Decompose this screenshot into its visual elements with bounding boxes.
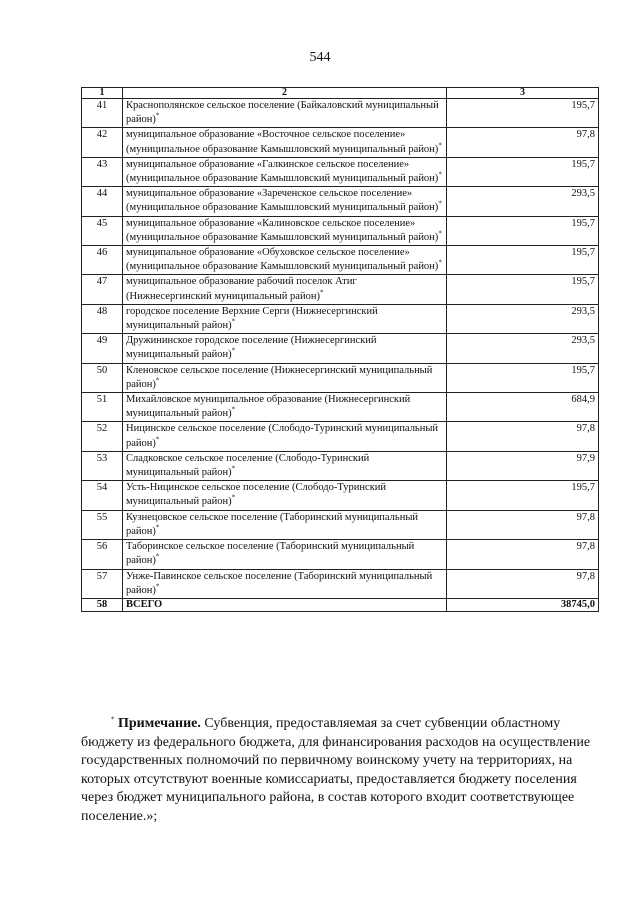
table-row — [82, 451, 599, 480]
row-name: Таборинское сельское поселение (Таборинский муниципальный район) — [126, 541, 415, 567]
subvention-table — [81, 87, 599, 612]
row-number: 45 — [82, 216, 123, 245]
row-name-cell — [123, 540, 447, 569]
row-name: муниципальное образование рабочий поселок Атиг (Нижнесергинский муниципальный район) — [126, 276, 357, 302]
row-name: городское поселение Верхние Серги (Нижнесергинский муниципальный район) — [126, 305, 378, 332]
table-row — [82, 422, 599, 451]
table-row — [82, 187, 599, 216]
column-header-3: 3 — [447, 88, 599, 99]
table-row — [82, 99, 599, 128]
note-text: Субвенция, предоставляемая за счет субвенции областному бюджету из федерального бюджета, для финансирования расходов на осуществление государственных полномочий по первичному воинскому учету на территориях, на которых отсутствуют военные комиссариаты, предоставляется бюджету поселения через бюджет муниципального района, в состав которого входит соответствующее поселение.»; — [81, 716, 591, 824]
row-value: 195,7 — [447, 481, 599, 510]
row-name: муниципальное образование «Калиновское сельское поселение» (муниципальное образование Камышловский муниципальный район) — [126, 217, 439, 243]
footnote-mark: * — [155, 552, 160, 561]
row-number: 54 — [82, 481, 123, 510]
row-name-cell — [123, 304, 447, 333]
row-name-cell — [123, 569, 447, 598]
row-name-cell — [123, 451, 447, 480]
row-name: муниципальное образование «Зареченское сельское поселение» (муниципальное образование Камышловский муниципальный район) — [126, 188, 439, 214]
row-number: 44 — [82, 187, 123, 216]
footnote-mark: * — [231, 493, 236, 502]
row-value: 97,8 — [447, 422, 599, 451]
footnote-mark: * — [231, 346, 236, 355]
row-name: Кленовское сельское поселение (Нижнесергинский муниципальный район) — [126, 364, 433, 390]
table-row — [82, 334, 599, 363]
row-value: 195,7 — [447, 363, 599, 392]
row-number: 53 — [82, 451, 123, 480]
row-name-cell — [123, 157, 447, 186]
row-number: 51 — [82, 393, 123, 422]
row-value: 195,7 — [447, 99, 599, 128]
table-row — [82, 481, 599, 510]
footnote — [81, 715, 601, 826]
row-name: Михайловское муниципальное образование (Нижнесергинский муниципальный район) — [126, 394, 411, 420]
row-number: 47 — [82, 275, 123, 304]
footnote-mark: * — [438, 170, 442, 179]
row-name-cell — [123, 481, 447, 510]
table-row — [82, 540, 599, 569]
row-number: 41 — [82, 99, 123, 128]
footnote-mark: * — [438, 141, 442, 150]
row-value: 195,7 — [447, 157, 599, 186]
row-name-cell — [123, 422, 447, 451]
row-name-cell — [123, 187, 447, 216]
table-row — [82, 304, 599, 333]
row-value: 97,8 — [447, 128, 599, 157]
footnote-mark: * — [438, 229, 442, 238]
total-number: 58 — [82, 598, 123, 611]
row-number: 50 — [82, 363, 123, 392]
row-number: 49 — [82, 334, 123, 363]
row-value: 97,8 — [447, 540, 599, 569]
column-header-1: 1 — [82, 88, 123, 99]
note-label: Примечание. — [118, 716, 201, 731]
row-name: муниципальное образование «Восточное сельское поселение» (муниципальное образование Камышловский муниципальный район) — [126, 129, 439, 155]
row-name: Ницинское сельское поселение (Слободо-Туринский муниципальный район) — [126, 423, 439, 449]
row-name: Сладковское сельское поселение (Слободо-Туринский муниципальный район) — [126, 452, 370, 479]
row-value: 684,9 — [447, 393, 599, 422]
table-row — [82, 393, 599, 422]
row-number: 52 — [82, 422, 123, 451]
footnote-mark: * — [231, 464, 236, 473]
table-row — [82, 128, 599, 157]
row-value: 293,5 — [447, 334, 599, 363]
row-name: муниципальное образование «Обуховское сельское поселение» (муниципальное образование Камышловский муниципальный район) — [126, 247, 439, 273]
table-row — [82, 275, 599, 304]
footnote-mark: * — [231, 405, 236, 414]
footnote-mark: * — [319, 288, 324, 297]
row-number: 57 — [82, 569, 123, 598]
row-name-cell — [123, 363, 447, 392]
row-name-cell — [123, 216, 447, 245]
row-name-cell — [123, 99, 447, 128]
footnote-mark: * — [155, 523, 160, 532]
row-number: 43 — [82, 157, 123, 186]
row-name-cell — [123, 510, 447, 539]
total-value: 38745,0 — [447, 598, 599, 611]
footnote-mark: * — [438, 258, 442, 267]
row-name: Кузнецовское сельское поселение (Таборинский муниципальный район) — [126, 511, 419, 537]
footnote-mark: * — [438, 199, 442, 208]
row-value: 97,8 — [447, 569, 599, 598]
row-value: 97,8 — [447, 510, 599, 539]
footnote-mark: * — [111, 715, 115, 724]
row-number: 42 — [82, 128, 123, 157]
row-value: 195,7 — [447, 246, 599, 275]
footnote-mark: * — [155, 582, 160, 591]
row-name: Дружининское городское поселение (Нижнесергинский муниципальный район) — [126, 335, 377, 361]
table-header-row — [82, 88, 599, 99]
row-name-cell — [123, 275, 447, 304]
footnote-mark: * — [155, 435, 160, 444]
table-row — [82, 569, 599, 598]
footnote-mark: * — [155, 111, 160, 120]
table-row — [82, 363, 599, 392]
row-number: 46 — [82, 246, 123, 275]
total-row — [82, 598, 599, 611]
page-number: 544 — [309, 50, 331, 65]
row-number: 56 — [82, 540, 123, 569]
row-name-cell — [123, 128, 447, 157]
row-value: 293,5 — [447, 187, 599, 216]
row-value: 195,7 — [447, 216, 599, 245]
row-value: 293,5 — [447, 304, 599, 333]
total-label: ВСЕГО — [123, 598, 447, 611]
row-name: Краснополянское сельское поселение (Байкаловский муниципальный район) — [126, 100, 439, 126]
row-name-cell — [123, 393, 447, 422]
row-name: Унже-Павинское сельское поселение (Таборинский муниципальный район) — [126, 570, 433, 596]
table-row — [82, 216, 599, 245]
table-row — [82, 246, 599, 275]
row-value: 195,7 — [447, 275, 599, 304]
row-value: 97,9 — [447, 451, 599, 480]
table-row — [82, 157, 599, 186]
column-header-2: 2 — [123, 88, 447, 99]
row-name: муниципальное образование «Галкинское сельское поселение» (муниципальное образование Камышловский муниципальный район) — [126, 158, 439, 185]
footnote-mark: * — [155, 376, 160, 385]
footnote-mark: * — [231, 317, 236, 326]
row-name: Усть-Ницинское сельское поселение (Слободо-Туринский муниципальный район) — [126, 482, 387, 508]
table-row — [82, 510, 599, 539]
row-name-cell — [123, 246, 447, 275]
row-number: 55 — [82, 510, 123, 539]
row-name-cell — [123, 334, 447, 363]
row-number: 48 — [82, 304, 123, 333]
